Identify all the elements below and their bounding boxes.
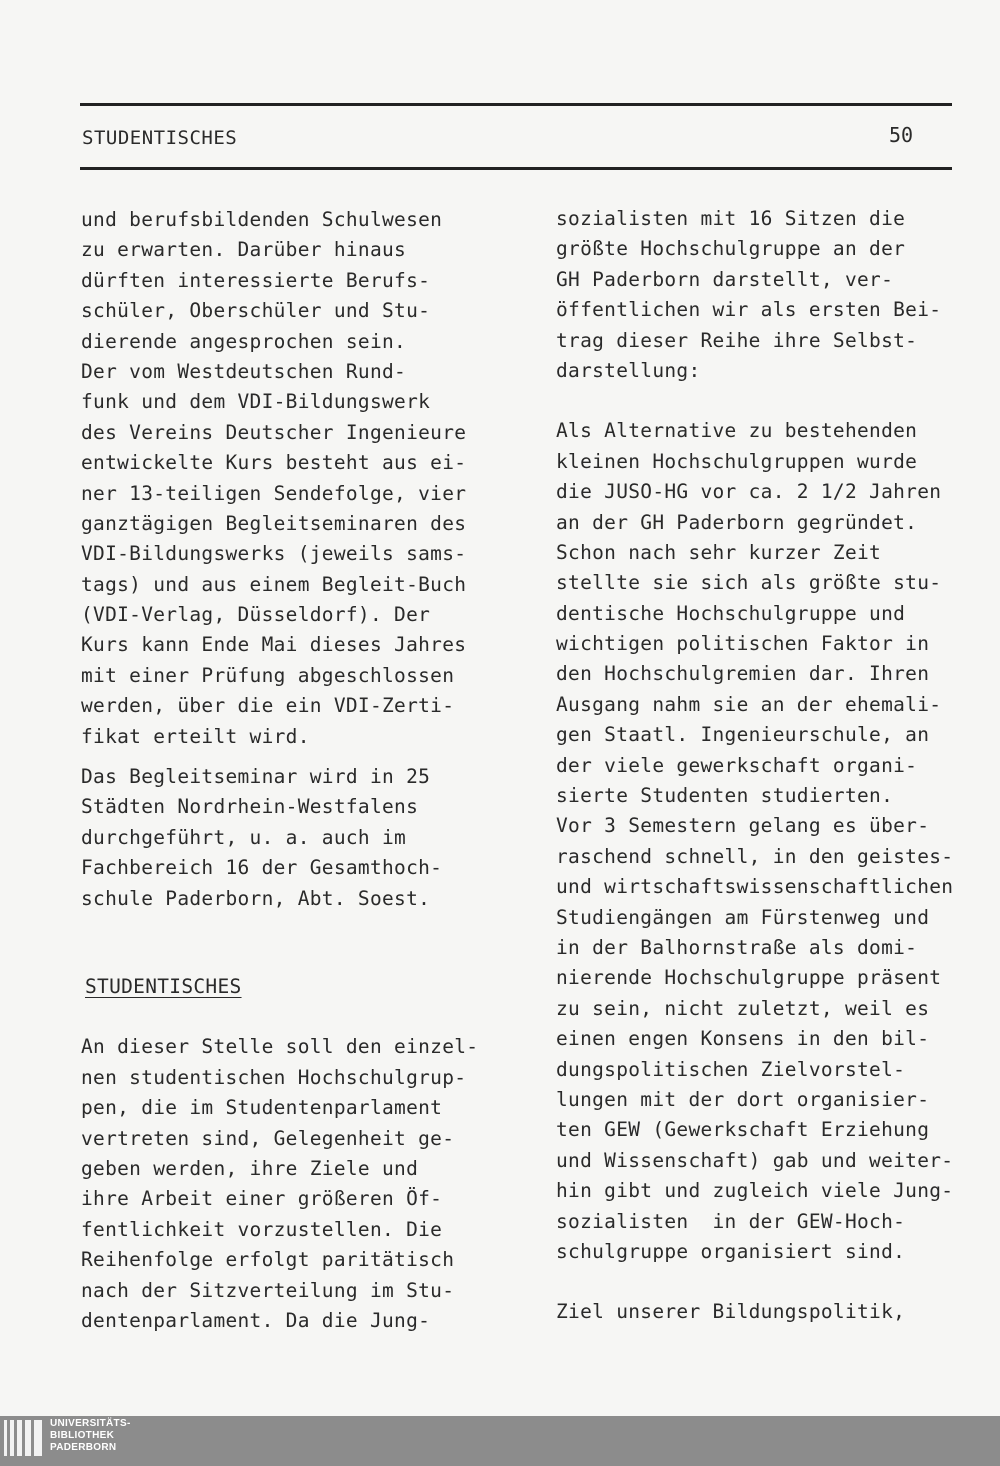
- text-line: gen Staatl. Ingenieurschule, an: [556, 723, 930, 747]
- library-name-line: UNIVERSITÄTS-: [50, 1418, 131, 1429]
- section-gap: [81, 1002, 511, 1032]
- text-line: nach der Sitzverteilung im Stu-: [81, 1278, 455, 1302]
- right-paragraph-1: [556, 204, 976, 386]
- paragraph-gap: [556, 1267, 976, 1297]
- text-line: zu sein, nicht zuletzt, weil es: [556, 996, 930, 1020]
- running-header-title: STUDENTISCHES: [82, 127, 238, 149]
- text-line: lungen mit der dort organisier-: [556, 1087, 930, 1111]
- text-line: Ausgang nahm sie an der ehemali-: [556, 692, 942, 716]
- text-line: darstellung:: [556, 358, 701, 382]
- text-line: größte Hochschulgruppe an der: [556, 237, 906, 261]
- text-line: Schon nach sehr kurzer Zeit: [556, 540, 882, 564]
- text-line: ner 13-teiligen Sendefolge, vier: [81, 481, 467, 505]
- text-line: in der Balhornstraße als domi-: [556, 935, 918, 959]
- text-line: und berufsbildenden Schulwesen: [81, 208, 443, 231]
- text-line: Der vom Westdeutschen Rund-: [81, 359, 407, 383]
- text-line: geben werden, ihre Ziele und: [81, 1156, 419, 1180]
- text-line: Städten Nordrhein-Westfalens: [81, 795, 419, 819]
- text-line: mit einer Prüfung abgeschlossen: [81, 663, 455, 687]
- text-line: der viele gewerkschaft organi-: [556, 753, 918, 777]
- text-line: Ziel unserer Bildungspolitik,: [556, 1300, 906, 1324]
- text-line: Als Alternative zu bestehenden: [556, 419, 918, 443]
- library-footer-bar: [0, 1416, 1000, 1466]
- text-line: und wirtschaftswissenschaftlichen: [556, 875, 954, 899]
- text-line: tags) und aus einem Begleit-Buch: [81, 572, 467, 596]
- text-line: (VDI-Verlag, Düsseldorf). Der: [81, 603, 431, 627]
- text-line: Das Begleitseminar wird in 25: [81, 765, 431, 789]
- text-line: vertreten sind, Gelegenheit ge-: [81, 1126, 455, 1150]
- paragraph-gap: [556, 386, 976, 416]
- text-line: sierte Studenten studierten.: [556, 784, 894, 808]
- text-line: An dieser Stelle soll den einzel-: [81, 1035, 479, 1059]
- text-line: pen, die im Studentenparlament: [81, 1096, 443, 1120]
- text-line: hin gibt und zugleich viele Jung-: [556, 1179, 954, 1203]
- text-line: nen studentischen Hochschulgrup-: [81, 1065, 467, 1089]
- header-rule-bottom: [80, 167, 952, 170]
- text-line: schule Paderborn, Abt. Soest.: [81, 886, 431, 910]
- left-paragraph-1: [81, 205, 511, 752]
- text-line: an der GH Paderborn gegründet.: [556, 510, 918, 534]
- text-line: stellte sie sich als größte stu-: [556, 571, 942, 595]
- library-name-line: PADERBORN: [50, 1442, 117, 1453]
- text-line: funk und dem VDI-Bildungswerk: [81, 390, 431, 414]
- text-line: fentlichkeit vorzustellen. Die: [81, 1217, 443, 1241]
- text-line: dungspolitischen Zielvorstel-: [556, 1057, 906, 1081]
- text-line: dierende angesprochen sein.: [81, 329, 407, 353]
- text-line: schüler, Oberschüler und Stu-: [81, 299, 431, 323]
- text-line: GH Paderborn darstellt, ver-: [556, 267, 894, 291]
- text-line: sozialisten in der GEW-Hoch-: [556, 1209, 906, 1233]
- paragraph-gap: [81, 752, 511, 762]
- text-line: werden, über die ein VDI-Zerti-: [81, 694, 455, 718]
- text-line: ten GEW (Gewerkschaft Erziehung: [556, 1118, 930, 1142]
- text-line: öffentlichen wir als ersten Bei-: [556, 298, 942, 322]
- text-line: ihre Arbeit einer größeren Öf-: [81, 1187, 443, 1211]
- text-line: entwickelte Kurs besteht aus ei-: [81, 451, 467, 475]
- header-rule-top: [80, 103, 952, 106]
- library-name-line: BIBLIOTHEK: [50, 1430, 115, 1441]
- text-line: Kurs kann Ende Mai dieses Jahres: [81, 633, 467, 657]
- text-line: schulgruppe organisiert sind.: [556, 1239, 906, 1263]
- text-line: sozialisten mit 16 Sitzen die: [556, 207, 906, 230]
- right-paragraph-3: [556, 1297, 976, 1327]
- left-paragraph-2: [81, 762, 511, 914]
- left-paragraph-3: [81, 1032, 511, 1336]
- text-line: kleinen Hochschulgruppen wurde: [556, 449, 918, 473]
- university-library-logo-icon: [4, 1420, 44, 1456]
- left-column: [81, 205, 511, 1336]
- text-line: fikat erteilt wird.: [81, 724, 310, 748]
- text-line: raschend schnell, in den geistes-: [556, 844, 954, 868]
- text-line: Studiengängen am Fürstenweg und: [556, 905, 930, 929]
- text-line: Vor 3 Semestern gelang es über-: [556, 814, 930, 838]
- text-line: zu erwarten. Darüber hinaus: [81, 238, 407, 262]
- text-line: VDI-Bildungswerks (jeweils sams-: [81, 542, 467, 566]
- page-number: 50: [889, 123, 914, 147]
- right-column: [556, 204, 976, 1328]
- text-line: dentische Hochschulgruppe und: [556, 601, 906, 625]
- text-line: trag dieser Reihe ihre Selbst-: [556, 328, 918, 352]
- text-line: und Wissenschaft) gab und weiter-: [556, 1148, 954, 1172]
- text-line: den Hochschulgremien dar. Ihren: [556, 662, 930, 686]
- library-name: [50, 1418, 131, 1454]
- right-paragraph-2: [556, 416, 976, 1267]
- text-line: wichtigen politischen Faktor in: [556, 632, 930, 656]
- text-line: Fachbereich 16 der Gesamthoch-: [81, 856, 443, 880]
- section-gap: [81, 914, 511, 972]
- text-line: einen engen Konsens in den bil-: [556, 1027, 930, 1051]
- text-line: des Vereins Deutscher Ingenieure: [81, 420, 467, 444]
- text-line: nierende Hochschulgruppe präsent: [556, 966, 942, 990]
- section-heading: STUDENTISCHES: [85, 974, 242, 998]
- text-line: dürften interessierte Berufs-: [81, 268, 431, 292]
- text-line: durchgeführt, u. a. auch im: [81, 825, 407, 849]
- text-line: dentenparlament. Da die Jung-: [81, 1308, 431, 1332]
- text-line: ganztägigen Begleitseminaren des: [81, 511, 467, 535]
- text-line: Reihenfolge erfolgt paritätisch: [81, 1248, 455, 1272]
- text-line: die JUSO-HG vor ca. 2 1/2 Jahren: [556, 480, 942, 504]
